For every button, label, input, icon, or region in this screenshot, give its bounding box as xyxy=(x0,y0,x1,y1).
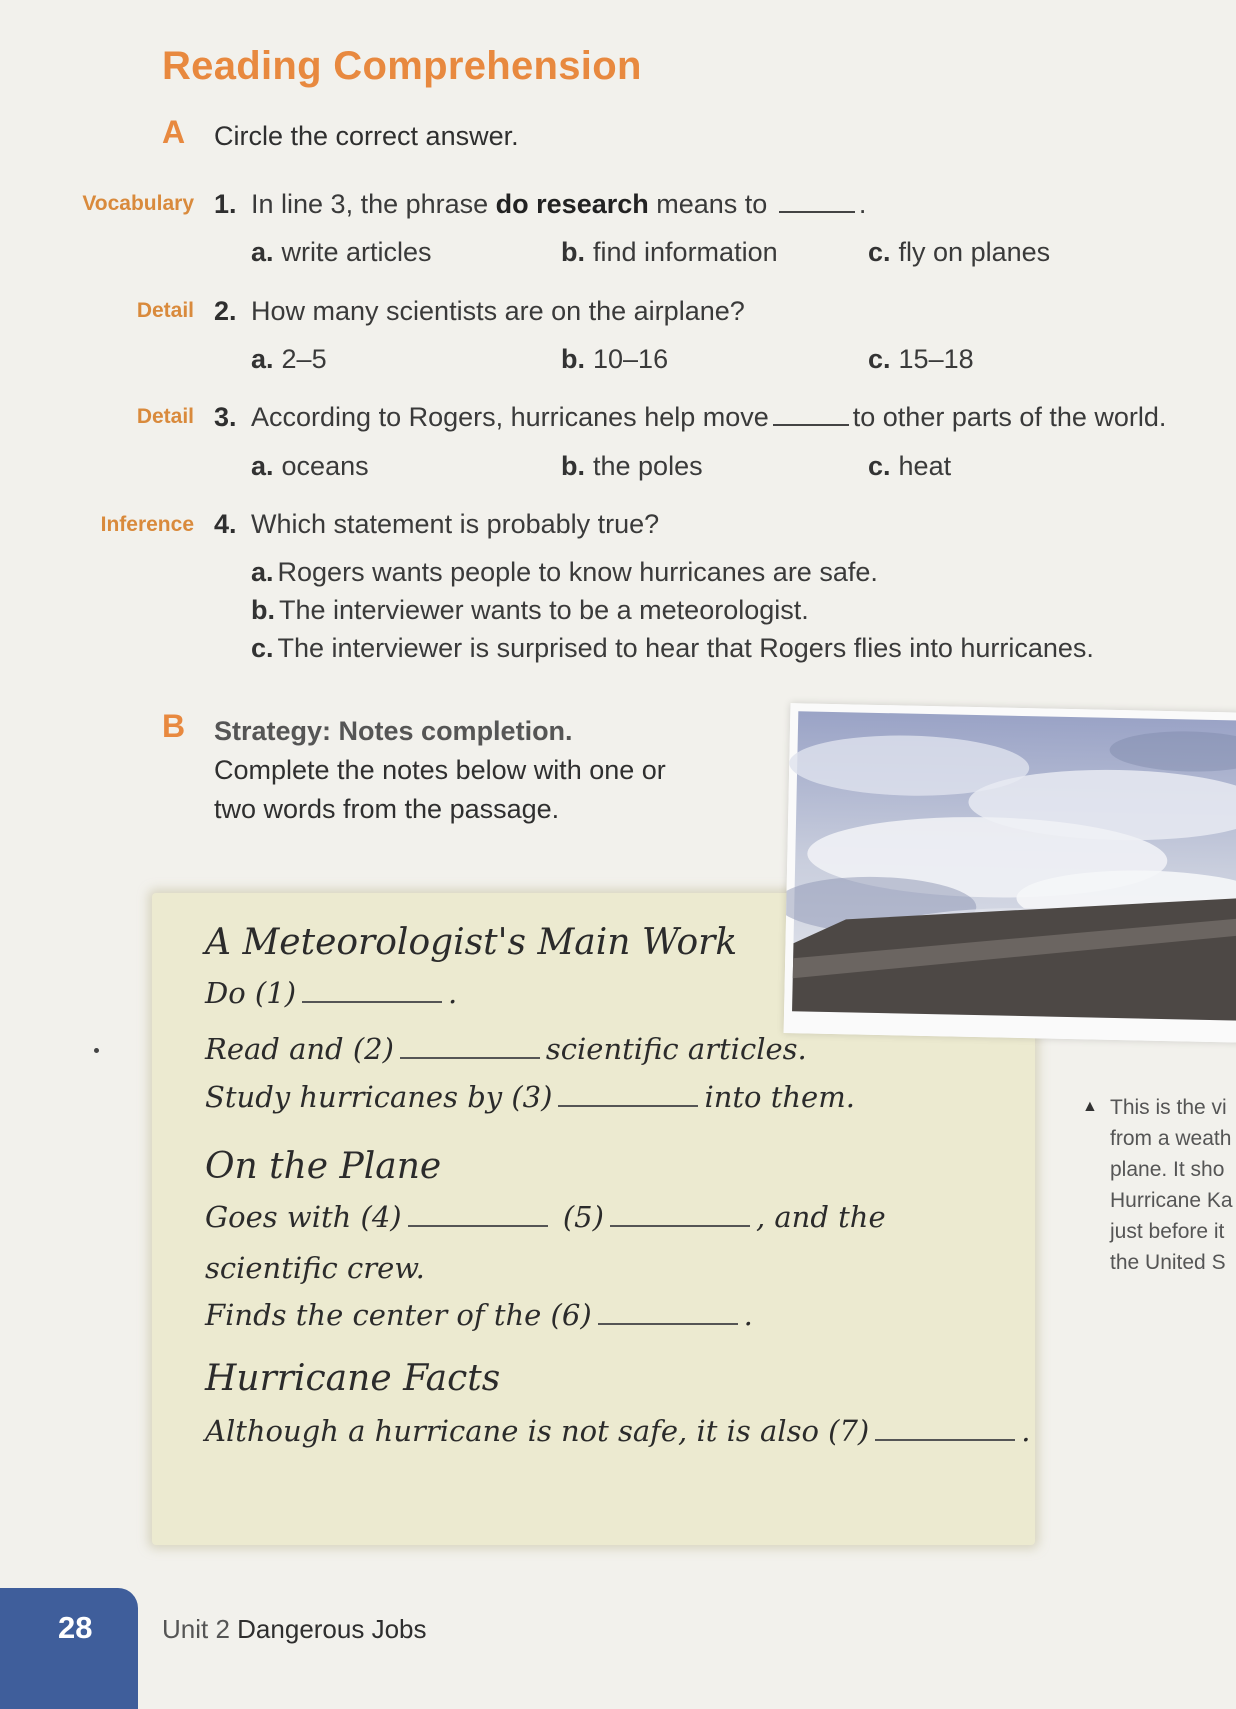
question-3-option-a[interactable] xyxy=(251,451,369,482)
footer-unit xyxy=(162,1614,427,1645)
option-letter: a. xyxy=(251,451,274,481)
caption-line: the United S xyxy=(1110,1251,1226,1274)
page-title: Reading Comprehension xyxy=(162,44,642,88)
option-text: write articles xyxy=(281,237,432,267)
hurricane-photo-image xyxy=(784,703,1236,1043)
blank-4[interactable] xyxy=(408,1203,548,1227)
option-letter: b. xyxy=(561,237,585,267)
caption-line: This is the vi xyxy=(1110,1096,1227,1119)
page-number: 28 xyxy=(58,1610,93,1645)
question-4-option-b[interactable] xyxy=(251,595,809,626)
option-text: Rogers wants people to know hurricanes are safe. xyxy=(277,557,878,587)
option-text: 2–5 xyxy=(281,344,327,374)
notes-text: Read and (2) xyxy=(205,1032,394,1066)
question-4-number: 4. xyxy=(214,509,237,539)
section-a-letter: A xyxy=(162,114,186,150)
notes-line-6 xyxy=(205,1298,753,1332)
blank-2[interactable] xyxy=(400,1035,540,1059)
question-3-text-end: to other parts of the world. xyxy=(852,402,1167,432)
option-letter: a. xyxy=(251,237,274,267)
question-3-text-start: According to Rogers, hurricanes help move xyxy=(251,402,769,432)
notes-heading-main-work: A Meteorologist's Main Work xyxy=(205,922,738,963)
question-3-label: Detail xyxy=(136,405,194,428)
notes-line-3 xyxy=(205,1080,855,1114)
question-4-text: Which statement is probably true? xyxy=(251,509,660,539)
notes-line-7 xyxy=(205,1414,1030,1448)
question-2-label: Detail xyxy=(136,299,194,322)
option-letter: c. xyxy=(868,237,891,267)
caption-line: plane. It sho xyxy=(1110,1158,1225,1181)
option-letter: a. xyxy=(251,557,274,587)
option-letter: a. xyxy=(251,344,274,374)
option-text: the poles xyxy=(593,451,703,481)
option-letter: b. xyxy=(561,344,585,374)
question-4-option-a[interactable] xyxy=(251,557,878,588)
option-letter: b. xyxy=(251,595,275,625)
footer-unit-label: Unit 2 xyxy=(162,1614,238,1644)
caption-triangle-icon: ▲ xyxy=(1082,1098,1098,1115)
question-2-number: 2. xyxy=(214,296,237,326)
notes-text: Goes with (4) xyxy=(205,1200,402,1234)
question-2-text: How many scientists are on the airplane? xyxy=(251,296,745,326)
notes-line-2 xyxy=(205,1032,807,1066)
notes-line-1 xyxy=(205,976,457,1010)
blank-1[interactable] xyxy=(302,979,442,1003)
section-a-instruction: Circle the correct answer. xyxy=(214,121,519,151)
option-text: oceans xyxy=(281,451,369,481)
question-1-text-end: means to xyxy=(648,189,768,219)
notes-text: Finds the center of the (6) xyxy=(205,1298,592,1332)
question-1-label: Vocabulary xyxy=(82,192,194,215)
caption-line: just before it xyxy=(1110,1220,1225,1243)
blank-5[interactable] xyxy=(610,1203,750,1227)
question-4-label: Inference xyxy=(100,513,194,536)
notes-text: , and the xyxy=(755,1200,886,1234)
question-3-text xyxy=(251,402,1166,433)
option-text: heat xyxy=(898,451,952,481)
section-b-letter: B xyxy=(162,708,186,744)
option-text: The interviewer wants to be a meteorologist. xyxy=(279,595,809,625)
section-b-instruction-line2: two words from the passage. xyxy=(214,794,560,824)
notes-text: (5) xyxy=(562,1200,604,1234)
option-text: 15–18 xyxy=(898,344,974,374)
question-1-bold-phrase: do research xyxy=(495,189,649,219)
answer-blank xyxy=(773,404,849,426)
option-letter: c. xyxy=(868,344,891,374)
notes-text: . xyxy=(448,976,458,1010)
blank-7[interactable] xyxy=(875,1417,1015,1441)
option-text: find information xyxy=(593,237,778,267)
notes-text: scientific articles. xyxy=(545,1032,807,1066)
notes-line-5: scientific crew. xyxy=(205,1251,425,1285)
question-2-option-b[interactable] xyxy=(561,344,668,375)
notes-text: . xyxy=(743,1298,753,1332)
blank-3[interactable] xyxy=(558,1083,698,1107)
page-number-box xyxy=(0,1588,138,1709)
question-2-option-a[interactable] xyxy=(251,344,327,375)
section-b-strategy: Strategy: Notes completion. xyxy=(214,716,573,746)
answer-blank xyxy=(779,191,855,213)
option-letter: c. xyxy=(251,633,274,663)
option-text: 10–16 xyxy=(593,344,669,374)
hurricane-photo xyxy=(784,703,1236,1043)
question-1-period: . xyxy=(858,189,867,219)
notes-text: Do (1) xyxy=(205,976,297,1010)
notes-text: into them. xyxy=(704,1080,855,1114)
question-3-number: 3. xyxy=(214,402,237,432)
option-letter: c. xyxy=(868,451,891,481)
question-2-option-c[interactable] xyxy=(868,344,974,375)
question-1-option-c[interactable] xyxy=(868,237,1050,268)
option-text: fly on planes xyxy=(898,237,1051,267)
option-text: The interviewer is surprised to hear that Rogers flies into hurricanes. xyxy=(277,633,1094,663)
notes-text: Study hurricanes by (3) xyxy=(205,1080,553,1114)
caption-line: from a weath xyxy=(1110,1127,1232,1150)
notes-text: . xyxy=(1021,1414,1031,1448)
question-1-number: 1. xyxy=(214,189,237,219)
photo-caption xyxy=(1110,1092,1233,1278)
question-1-option-a[interactable] xyxy=(251,237,432,268)
question-3-option-b[interactable] xyxy=(561,451,703,482)
question-3-option-c[interactable] xyxy=(868,451,951,482)
question-1-option-b[interactable] xyxy=(561,237,778,268)
notes-line-4 xyxy=(205,1200,886,1234)
notes-heading-on-plane: On the Plane xyxy=(205,1146,442,1187)
margin-dot xyxy=(94,1048,99,1053)
caption-line: Hurricane Ka xyxy=(1110,1189,1233,1212)
question-4-option-c[interactable] xyxy=(251,633,1094,664)
notes-text: Although a hurricane is not safe, it is also (7) xyxy=(205,1414,870,1448)
blank-6[interactable] xyxy=(598,1301,738,1325)
section-b-instruction-line1: Complete the notes below with one or xyxy=(214,755,666,785)
option-letter: b. xyxy=(561,451,585,481)
question-1-text xyxy=(251,189,866,220)
notes-heading-hurricane-facts: Hurricane Facts xyxy=(205,1358,501,1399)
footer-unit-title: Dangerous Jobs xyxy=(237,1614,427,1644)
question-1-text-start: In line 3, the phrase xyxy=(251,189,496,219)
